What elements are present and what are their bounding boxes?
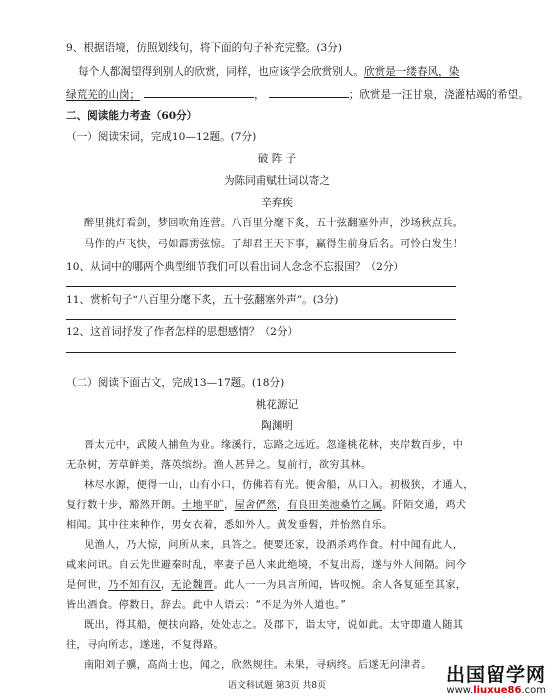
watermark-logo [446,660,546,696]
prose-underlined: 有良田美池桑竹之属 [287,500,383,511]
prose-underlined: 屋舍俨然 [234,500,277,511]
q9-example-underlined-2: 绿荒芜的山岗； [66,89,141,101]
watermark-name: 出国留学网 [445,664,546,686]
poem-line-2: 马作的卢飞快，弓如霹雳弦惊。了却君王天下事，赢得生前身后名。可怜白发生！ [84,239,464,250]
prose-author: 陶渊明 [261,420,293,432]
prose-line: 林尽水源，便得一山，山有小口，仿佛若有光。便舍船，从口入。初极狭，才通人， [84,480,474,491]
prose-line [66,579,466,593]
prose-text: 复行数十步，豁然开朗。 [66,500,182,511]
question-12: 12、这首词抒发了作者怎样的思想感情？（2分） [66,326,299,338]
answer-line-11[interactable] [66,319,456,320]
page-footer: 语文科试题 第3页 共8页 [227,681,327,691]
watermark-url-brand: liuxue86 [473,685,522,696]
question-10: 10、从词中的哪两个典型细节我们可以看出词人念念不忘报国？（2分） [66,261,405,273]
q9-blank-1[interactable] [144,87,254,98]
q9-text: 每个人都渴望得到别人的欣赏，同样，也应该学会欣赏别人。 [78,66,365,78]
part2-intro: （二）阅读下面古文，完成13—17题。(18分) [66,377,285,389]
poem-subtitle: 为陈同甫赋壮词以寄之 [224,175,330,187]
prose-text: ， [276,500,288,511]
prose-text: ， [160,580,172,591]
section2-heading: 二、阅读能力考查（60分） [66,110,198,122]
prose-text: 。阡陌交通，鸡犬 [382,500,467,511]
poem-line-1: 醉里挑灯看剑，梦回吹角连营。八百里分麾下炙，五十弦翻塞外声，沙场秋点兵。 [84,218,464,229]
prose-underlined: 土地平旷 [181,500,225,511]
prose-underlined: 乃不知有汉 [108,580,161,591]
prose-line: 既出，得其船，便扶向路，处处志之。及郡下，诣太守，说如此。太守即遣人随其 [84,620,464,631]
prose-line: 咸来问讯。自云先世避秦时乱，率妻子邑人来此绝境，不复出焉，遂与外人间隔。问今 [66,560,467,571]
watermark-url [446,685,546,696]
poem-title: 破 阵 子 [257,153,297,165]
watermark-url-prefix: www. [446,685,474,696]
prose-line: 相闻。其中往来种作，男女衣着，悉如外人。黄发垂髫，并怡然自乐。 [66,520,393,531]
prose-line [66,499,466,513]
q9-tail: ；欣赏是一汪甘泉，浇灌枯竭的希望。 [348,89,529,101]
q9-line2 [66,87,529,102]
part1-intro: （一）阅读宋词，完成10—12题。(7分) [66,131,257,143]
question-11: 11、赏析句子“八百里分麾下炙，五十弦翻塞外声”。(3分) [66,294,339,306]
answer-line-12[interactable] [66,352,456,353]
prose-line: 无杂树，芳草鲜美，落英缤纷。渔人甚异之。复前行，欲穷其林。 [66,460,372,471]
answer-line-10[interactable] [66,286,456,287]
prose-text: 。此人一一为具言所闻，皆叹惋。余人各复延至其家， [213,580,467,591]
prose-text: 是何世， [66,580,109,591]
prose-line: 晋太元中，武陵人捕鱼为业。缘溪行，忘路之远近。忽逢桃花林，夹岸数百步，中 [84,440,464,451]
prose-title: 桃花源记 [255,399,299,411]
q9-sep: ， [254,89,265,101]
prose-text: ， [224,500,235,511]
q9-line1 [78,65,459,79]
q9-title: 9、根据语境，仿照划线句，将下面的句子补充完整。(3分) [66,42,342,54]
q9-blank-2[interactable] [269,87,349,98]
poem-author: 辛弃疾 [261,197,293,209]
prose-line: 皆出酒食。停数日，辞去。此中人语云：“不足为外人道也。” [66,600,347,611]
prose-line: 南阳刘子骥，高尚士也，闻之，欣然规往。未果，寻病终。后遂无问津者。 [84,660,432,671]
prose-line: 往，寻向所志，遂迷，不复得路。 [66,640,225,651]
prose-underlined: 无论魏晋 [171,580,214,591]
prose-line: 见渔人，乃大惊，问所从来，具答之。便要还家，设酒杀鸡作食。村中闻有此人， [84,540,464,551]
q9-example-underlined: 欣赏是一缕春风，染 [364,66,460,78]
watermark-url-suffix: .com [521,685,546,696]
